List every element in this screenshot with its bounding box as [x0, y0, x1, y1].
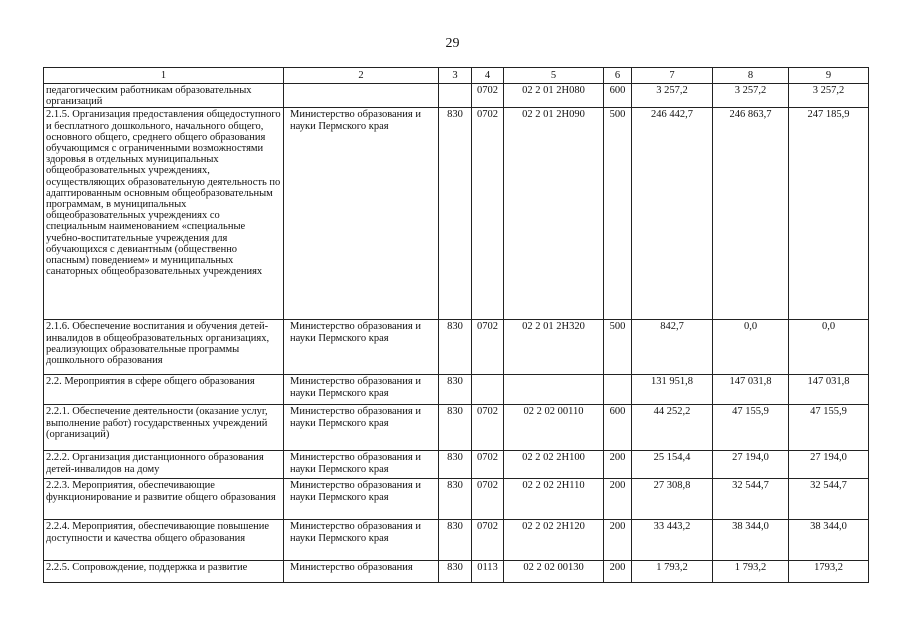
item-name-cell: педагогическим работникам образовательных организаций	[44, 84, 284, 108]
target-code-cell: 02 2 02 00130	[504, 561, 604, 583]
amount-2021-cell: 3 257,2	[632, 84, 713, 108]
amount-2022-cell: 32 544,7	[713, 479, 789, 520]
header-cell: 6	[604, 68, 632, 84]
table-row	[44, 320, 869, 375]
expense-type-cell: 200	[604, 520, 632, 561]
item-name-cell: 2.2.3. Мероприятия, обеспечивающие функционирование и развитие общего образования	[44, 479, 284, 520]
ministry-cell: Министерство образования и науки Пермского края	[284, 405, 439, 451]
item-name-cell: 2.2.1. Обеспечение деятельности (оказание услуг, выполнение работ) государственных учреждений (организаций)	[44, 405, 284, 451]
amount-2021-cell: 33 443,2	[632, 520, 713, 561]
amount-2023-cell: 47 155,9	[789, 405, 869, 451]
amount-2021-cell: 25 154,4	[632, 451, 713, 479]
ministry-cell: Министерство образования и науки Пермского края	[284, 375, 439, 405]
header-cell: 7	[632, 68, 713, 84]
amount-2022-cell: 0,0	[713, 320, 789, 375]
expense-type-cell: 200	[604, 561, 632, 583]
section-code-cell: 0702	[472, 479, 504, 520]
ministry-code-cell: 830	[439, 405, 472, 451]
target-code-cell: 02 2 02 2Н110	[504, 479, 604, 520]
section-code-cell: 0702	[472, 451, 504, 479]
table-body	[44, 84, 869, 583]
item-name-cell: 2.2.4. Мероприятия, обеспечивающие повышение доступности и качества общего образования	[44, 520, 284, 561]
amount-2021-cell: 1 793,2	[632, 561, 713, 583]
expense-type-cell: 200	[604, 479, 632, 520]
item-name-cell: 2.2.5. Сопровождение, поддержка и развитие	[44, 561, 284, 583]
ministry-code-cell: 830	[439, 375, 472, 405]
amount-2023-cell: 3 257,2	[789, 84, 869, 108]
amount-2022-cell: 47 155,9	[713, 405, 789, 451]
ministry-code-cell: 830	[439, 479, 472, 520]
expense-type-cell: 500	[604, 108, 632, 320]
amount-2022-cell: 3 257,2	[713, 84, 789, 108]
table-row	[44, 375, 869, 405]
table-row	[44, 561, 869, 583]
table-row	[44, 108, 869, 320]
item-name-cell: 2.2. Мероприятия в сфере общего образования	[44, 375, 284, 405]
target-code-cell	[504, 375, 604, 405]
expense-type-cell: 600	[604, 84, 632, 108]
header-cell: 2	[284, 68, 439, 84]
amount-2023-cell: 1793,2	[789, 561, 869, 583]
amount-2022-cell: 1 793,2	[713, 561, 789, 583]
target-code-cell: 02 2 01 2Н090	[504, 108, 604, 320]
section-code-cell	[472, 375, 504, 405]
header-cell: 8	[713, 68, 789, 84]
ministry-code-cell: 830	[439, 108, 472, 320]
expense-type-cell: 600	[604, 405, 632, 451]
section-code-cell: 0702	[472, 405, 504, 451]
item-name-cell: 2.1.5. Организация предоставления общедоступного и бесплатного дошкольного, начального общего, основного общего, среднего общего образования обучающимся с ограниченными возможностями здоровья в отдельных муниципальных общеобразовательных учреждениях, осуществляющих образовательную деятельность по адаптированным основным общеобразовательным программам, в муниципальных общеобразовательных учреждениях со специальным наименованием «специальные учебно-воспитательные учреждения для обучающихся с девиантным (общественно опасным) поведением» и муниципальных санаторных общеобразовательных учреждениях	[44, 108, 284, 320]
target-code-cell: 02 2 01 2Н320	[504, 320, 604, 375]
table-row	[44, 479, 869, 520]
amount-2021-cell: 27 308,8	[632, 479, 713, 520]
ministry-cell	[284, 84, 439, 108]
amount-2023-cell: 0,0	[789, 320, 869, 375]
ministry-code-cell: 830	[439, 451, 472, 479]
header-cell: 9	[789, 68, 869, 84]
amount-2022-cell: 38 344,0	[713, 520, 789, 561]
ministry-cell: Министерство образования и науки Пермского края	[284, 520, 439, 561]
amount-2022-cell: 27 194,0	[713, 451, 789, 479]
ministry-code-cell	[439, 84, 472, 108]
amount-2023-cell: 147 031,8	[789, 375, 869, 405]
target-code-cell: 02 2 01 2Н080	[504, 84, 604, 108]
target-code-cell: 02 2 02 00110	[504, 405, 604, 451]
budget-table	[43, 67, 869, 583]
amount-2023-cell: 27 194,0	[789, 451, 869, 479]
expense-type-cell	[604, 375, 632, 405]
item-name-cell: 2.1.6. Обеспечение воспитания и обучения детей-инвалидов в общеобразовательных организациях, реализующих образовательные программы дошкольного образования	[44, 320, 284, 375]
table-row	[44, 405, 869, 451]
amount-2023-cell: 32 544,7	[789, 479, 869, 520]
ministry-cell: Министерство образования и науки Пермского края	[284, 451, 439, 479]
page-number: 29	[445, 36, 460, 51]
target-code-cell: 02 2 02 2Н120	[504, 520, 604, 561]
ministry-cell: Министерство образования и науки Пермского края	[284, 479, 439, 520]
header-cell: 5	[504, 68, 604, 84]
amount-2022-cell: 147 031,8	[713, 375, 789, 405]
header-cell: 3	[439, 68, 472, 84]
table-row	[44, 451, 869, 479]
target-code-cell: 02 2 02 2Н100	[504, 451, 604, 479]
section-code-cell: 0702	[472, 84, 504, 108]
ministry-cell: Министерство образования и науки Пермского края	[284, 108, 439, 320]
amount-2021-cell: 44 252,2	[632, 405, 713, 451]
ministry-code-cell: 830	[439, 320, 472, 375]
header-cell: 1	[44, 68, 284, 84]
table-row	[44, 84, 869, 108]
table-row	[44, 520, 869, 561]
item-name-cell: 2.2.2. Организация дистанционного образования детей-инвалидов на дому	[44, 451, 284, 479]
expense-type-cell: 500	[604, 320, 632, 375]
expense-type-cell: 200	[604, 451, 632, 479]
header-cell: 4	[472, 68, 504, 84]
ministry-cell: Министерство образования	[284, 561, 439, 583]
section-code-cell: 0702	[472, 520, 504, 561]
ministry-cell: Министерство образования и науки Пермского края	[284, 320, 439, 375]
ministry-code-cell: 830	[439, 520, 472, 561]
ministry-code-cell: 830	[439, 561, 472, 583]
amount-2021-cell: 131 951,8	[632, 375, 713, 405]
table-header-row	[44, 68, 869, 84]
section-code-cell: 0702	[472, 320, 504, 375]
section-code-cell: 0113	[472, 561, 504, 583]
amount-2022-cell: 246 863,7	[713, 108, 789, 320]
amount-2023-cell: 38 344,0	[789, 520, 869, 561]
amount-2023-cell: 247 185,9	[789, 108, 869, 320]
amount-2021-cell: 246 442,7	[632, 108, 713, 320]
amount-2021-cell: 842,7	[632, 320, 713, 375]
section-code-cell: 0702	[472, 108, 504, 320]
